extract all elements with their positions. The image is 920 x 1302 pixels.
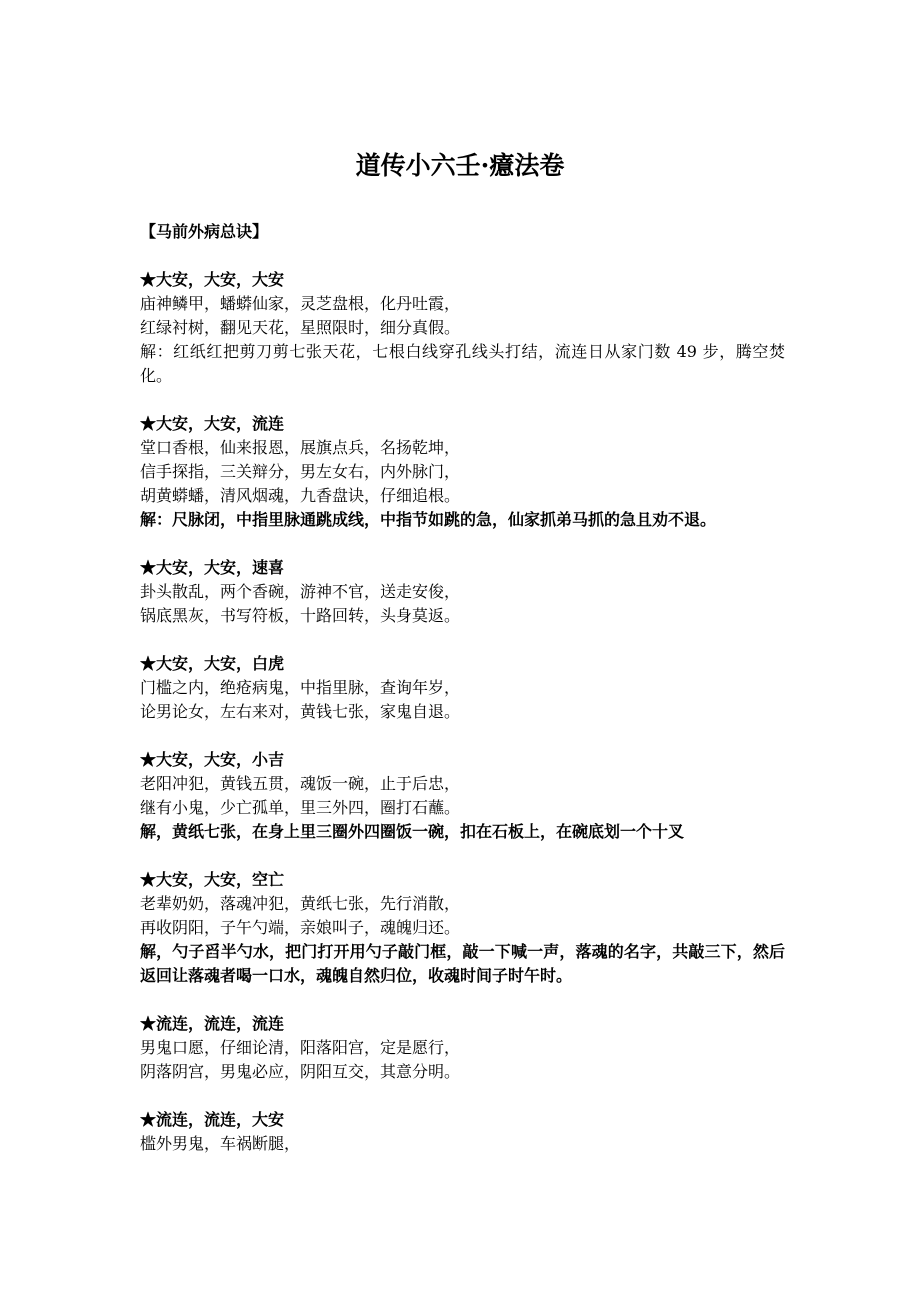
verse-heading: ★流连，流连，流连 bbox=[140, 1014, 285, 1033]
verse-line: 继有小鬼，少亡孤单，里三外四，圈打石蘸。 bbox=[140, 798, 461, 817]
verse-line: 再收阴阳，子午勺端，亲娘叫子，魂魄归还。 bbox=[140, 918, 461, 937]
verse-heading: ★流连，流连，大安 bbox=[140, 1110, 285, 1129]
verse-entry bbox=[140, 868, 785, 988]
entry-list bbox=[140, 268, 785, 1156]
verse-line: 红绿衬树，翻见天花，星照限时，细分真假。 bbox=[140, 318, 461, 337]
verse-entry bbox=[140, 748, 785, 844]
verse-explanation: 解，黄纸七张，在身上里三圈外四圈饭一碗，扣在石板上，在碗底划一个十叉 bbox=[140, 822, 685, 841]
verse-heading: ★大安，大安，空亡 bbox=[140, 870, 285, 889]
verse-line: 老辈奶奶，落魂冲犯，黄纸七张，先行消散， bbox=[140, 894, 461, 913]
verse-entry bbox=[140, 652, 785, 724]
verse-line: 老阳冲犯，黄钱五贯，魂饭一碗，止于后忠， bbox=[140, 774, 461, 793]
verse-entry bbox=[140, 1108, 785, 1156]
document-body bbox=[140, 220, 785, 1180]
verse-heading: ★大安，大安，流连 bbox=[140, 414, 285, 433]
verse-heading: ★大安，大安，白虎 bbox=[140, 654, 285, 673]
verse-entry bbox=[140, 412, 785, 532]
verse-line: 男鬼口愿，仔细论清，阳落阳宫，定是愿行， bbox=[140, 1038, 461, 1057]
verse-line: 堂口香根，仙来报恩，展旗点兵，名扬乾坤， bbox=[140, 438, 461, 457]
verse-line: 信手探指，三关辩分，男左女右，内外脉门， bbox=[140, 462, 461, 481]
verse-entry bbox=[140, 556, 785, 628]
verse-explanation: 解：尺脉闭，中指里脉通跳成线，中指节如跳的急，仙家抓弟马抓的急且劝不退。 bbox=[140, 510, 717, 529]
document-title: 道传小六壬·癔法卷 bbox=[355, 151, 565, 180]
verse-line: 门槛之内，绝疮病鬼，中指里脉，查询年岁， bbox=[140, 678, 461, 697]
verse-explanation: 解，勺子舀半勺水，把门打开用勺子敲门框，敲一下喊一声，落魂的名字，共敲三下，然后返回让落魂者喝一口水，魂魄自然归位，收魂时间子时午时。 bbox=[140, 942, 785, 985]
verse-heading: ★大安，大安，大安 bbox=[140, 270, 285, 289]
verse-line: 庙神鳞甲，蟠蟒仙家，灵芝盘根，化丹吐霞， bbox=[140, 294, 461, 313]
verse-heading: ★大安，大安，小吉 bbox=[140, 750, 285, 769]
verse-explanation: 解：红纸红把剪刀剪七张天花，七根白线穿孔线头打结，流连日从家门数 49 步，腾空焚化。 bbox=[140, 342, 785, 385]
section-title: 【马前外病总诀】 bbox=[140, 222, 269, 241]
verse-heading: ★大安，大安，速喜 bbox=[140, 558, 285, 577]
verse-line: 锅底黑灰，书写符板，十路回转，头身莫返。 bbox=[140, 606, 461, 625]
verse-line: 胡黄蟒蟠，清风烟魂，九香盘诀，仔细追根。 bbox=[140, 486, 461, 505]
verse-entry bbox=[140, 1012, 785, 1084]
verse-line: 阴落阴宫，男鬼必应，阴阳互交，其意分明。 bbox=[140, 1062, 461, 1081]
verse-line: 论男论女，左右来对，黄钱七张，家鬼自退。 bbox=[140, 702, 461, 721]
verse-line: 卦头散乱，两个香碗，游神不官，送走安俊， bbox=[140, 582, 461, 601]
verse-entry bbox=[140, 268, 785, 388]
verse-line: 槛外男鬼，车祸断腿， bbox=[140, 1134, 301, 1153]
